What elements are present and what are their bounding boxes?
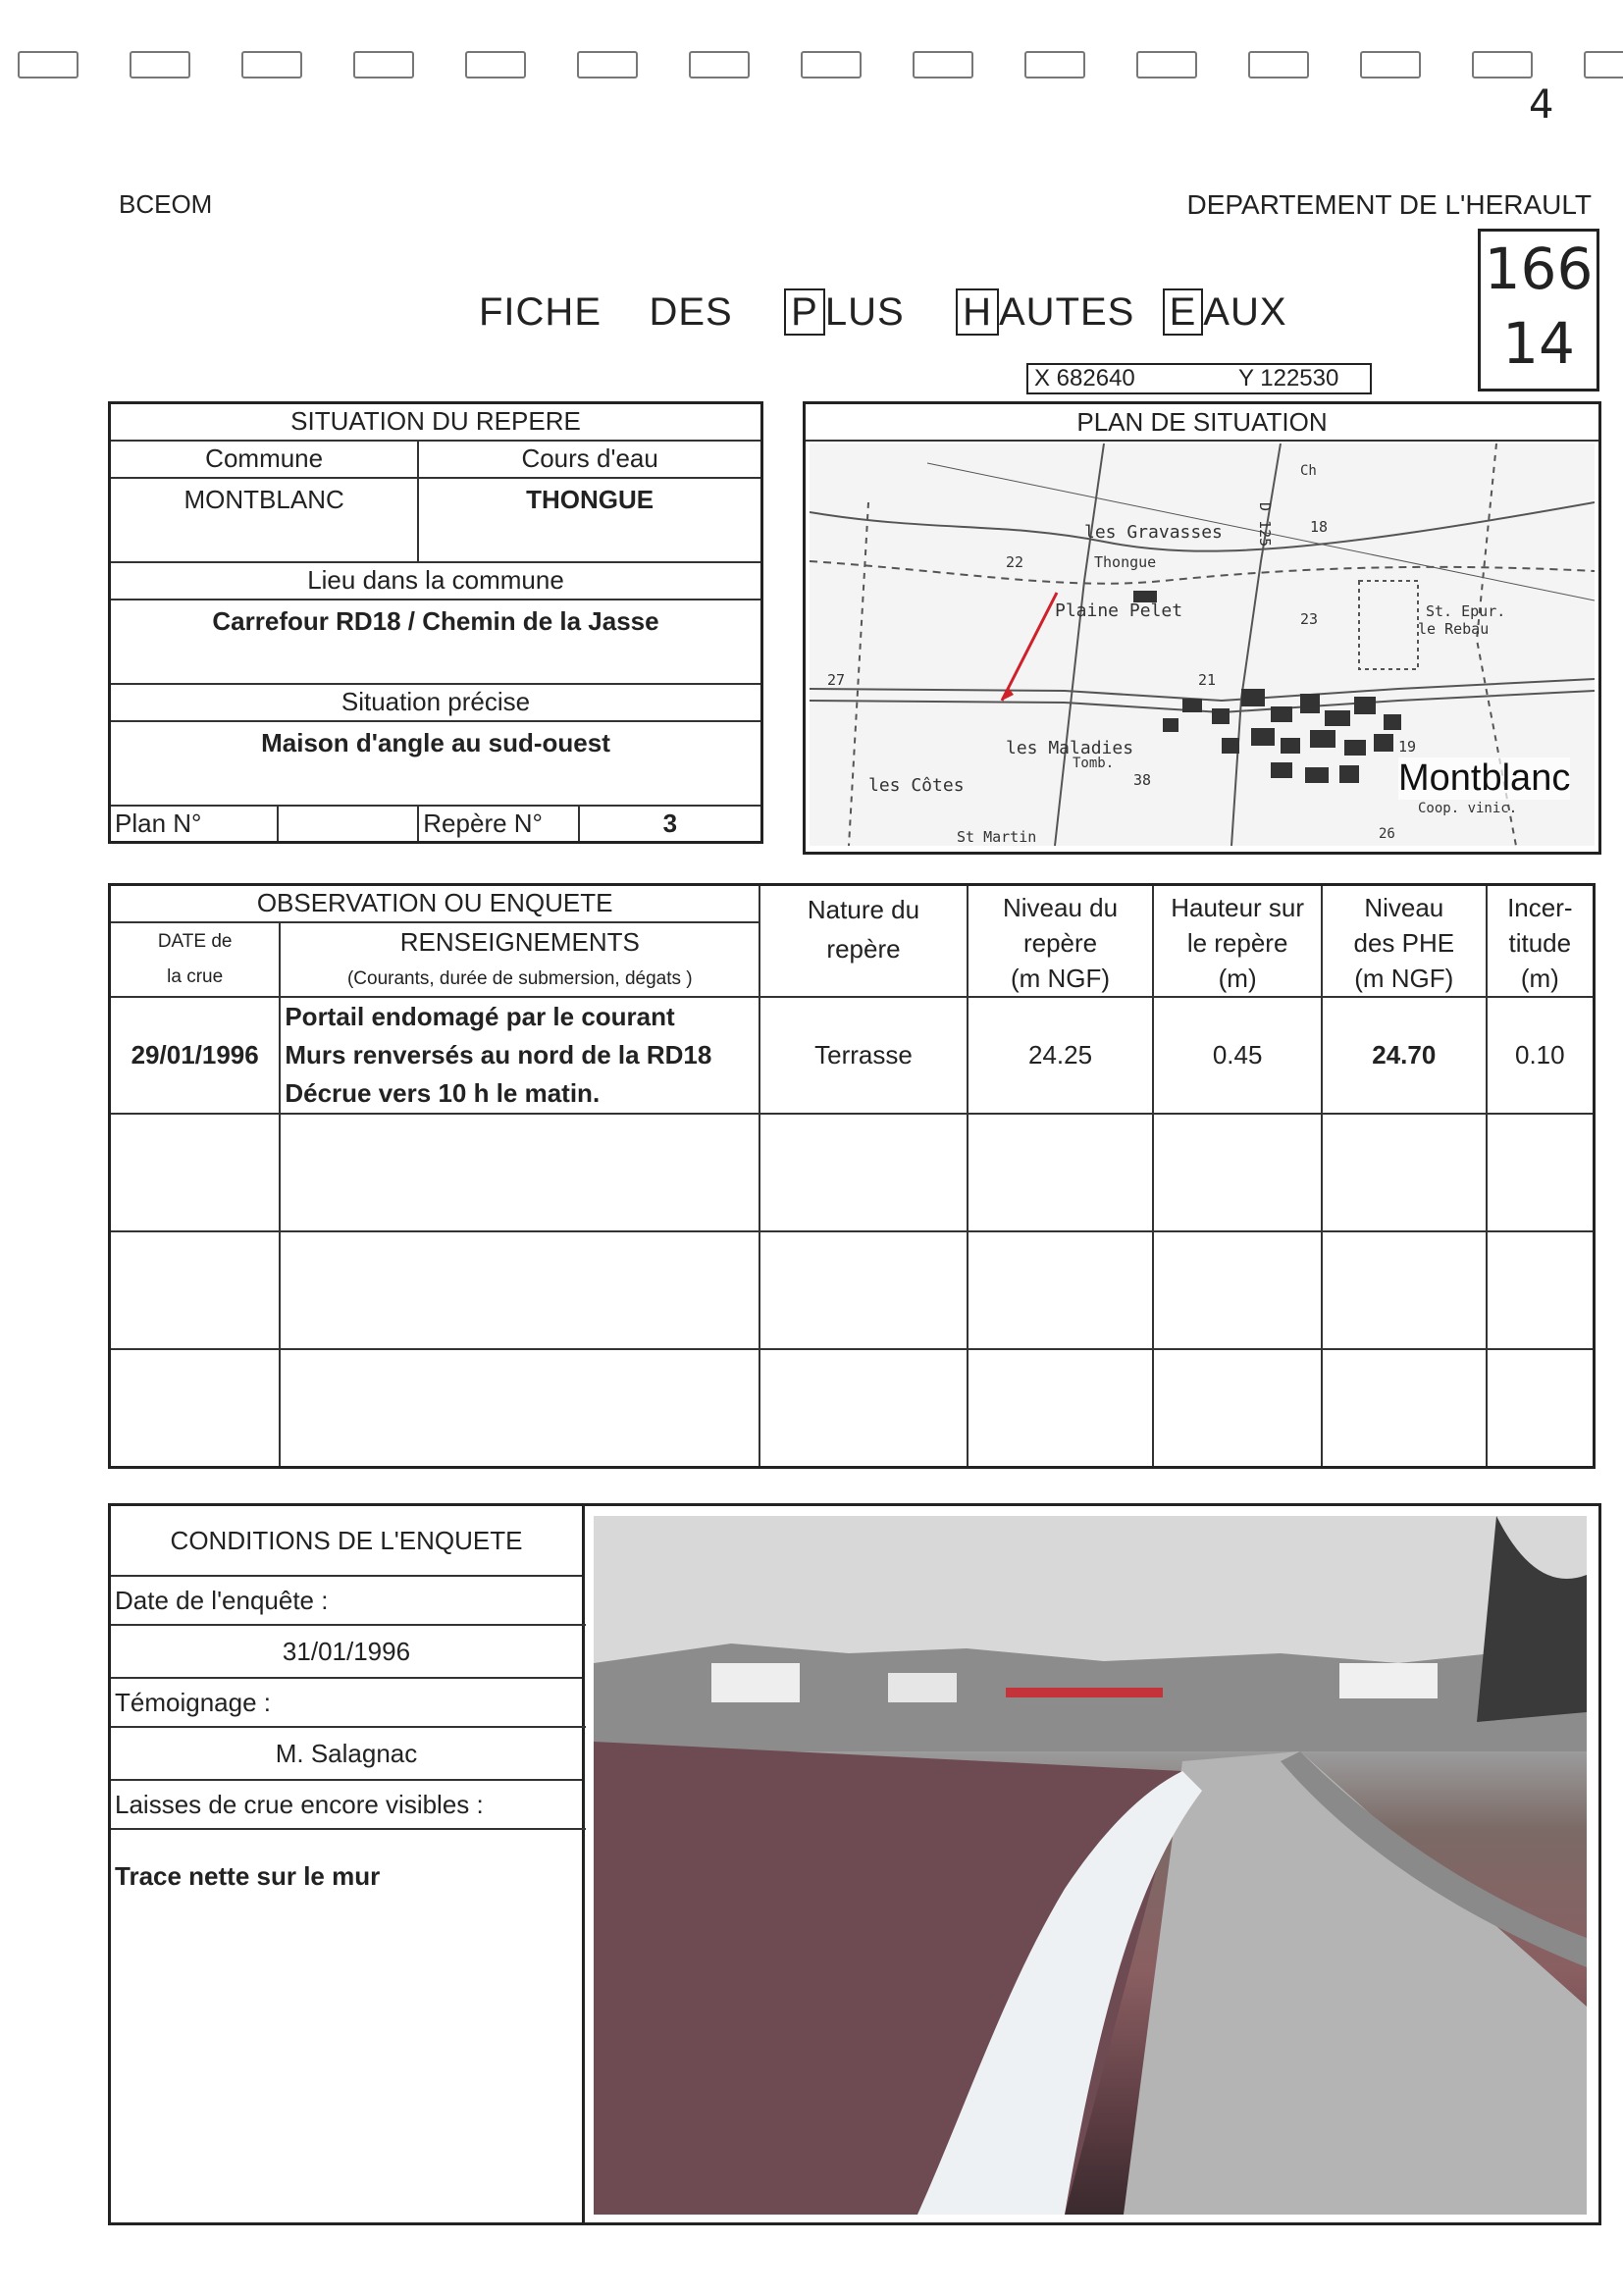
map-label: 21 [1198, 671, 1217, 689]
photo-drawing [594, 1516, 1587, 2215]
id-line-1: 166 [1484, 235, 1594, 302]
survey-date-label: Date de l'enquête : [111, 1577, 586, 1626]
map-label: Thongue [1094, 553, 1157, 571]
lieu-value: Carrefour RD18 / Chemin de la Jasse [110, 600, 762, 684]
title-boxed-letter: E [1163, 288, 1204, 336]
plan-value [278, 806, 418, 843]
conditions-section [108, 1503, 1601, 2225]
map-label: Coop. vinic. [1418, 801, 1518, 816]
benchmark-arrow [1002, 593, 1057, 701]
cell-hauteur: 0.45 [1153, 997, 1322, 1114]
table-row [110, 997, 1595, 1114]
col-renseignements-sub: (Courants, durée de submersion, dégats ) [280, 962, 759, 997]
precise-label: Situation précise [110, 684, 762, 721]
observation-table [108, 883, 1596, 1469]
title-word: LUS [824, 290, 905, 334]
title-word: AUTES [999, 290, 1135, 334]
lieu-label: Lieu dans la commune [110, 562, 762, 600]
flood-marks-value: Trace nette sur le mur [115, 1861, 381, 1891]
map-label: Plaine Pelet [1055, 600, 1183, 621]
situation-table [108, 401, 763, 844]
col-nature: Nature du repère [759, 885, 968, 998]
col-date: DATE de la crue [110, 922, 281, 998]
conditions-column [111, 1506, 585, 2222]
page-number: 4 [1529, 82, 1554, 128]
title-boxed-letter: H [956, 288, 999, 336]
map-label: 18 [1310, 518, 1329, 536]
title-word: AUX [1203, 290, 1287, 334]
cell-date: 29/01/1996 [110, 997, 281, 1114]
site-photo [594, 1516, 1587, 2215]
id-box [1478, 229, 1599, 391]
map-label: le Rebau [1418, 620, 1490, 638]
conditions-header: CONDITIONS DE L'ENQUETE [111, 1506, 582, 1577]
department: DEPARTEMENT DE L'HERAULT [1186, 189, 1592, 220]
repere-label: Repère N° [418, 806, 578, 843]
map-label: 23 [1300, 610, 1319, 628]
cell-renseignements: Portail endomagé par le courant Murs renversés au nord de la RD18 Décrue vers 10 h le matin. [280, 997, 759, 1114]
witness: M. Salagnac [111, 1728, 582, 1781]
map-label-town: Montblanc [1398, 757, 1571, 799]
cell-incertitude: 0.10 [1487, 997, 1595, 1114]
observation-header: OBSERVATION OU ENQUETE [110, 885, 760, 922]
col-niveau: Niveau du repère (m NGF) [968, 885, 1154, 998]
cell-nature: Terrasse [759, 997, 968, 1114]
col-renseignements: RENSEIGNEMENTS [280, 922, 759, 963]
survey-date: 31/01/1996 [111, 1626, 582, 1679]
map-label: 38 [1133, 771, 1152, 789]
map-label: St. Epur. [1426, 602, 1506, 620]
map-label: 26 [1379, 826, 1395, 842]
precise-value: Maison d'angle au sud-ouest [110, 721, 762, 806]
title-word: DES [649, 290, 733, 334]
plan-header: PLAN DE SITUATION [806, 404, 1598, 442]
testimony-label: Témoignage : [111, 1679, 586, 1728]
title-word: FICHE [479, 290, 602, 334]
table-row [110, 1114, 1595, 1231]
page-title [479, 288, 1287, 336]
map-label: Tomb. [1073, 756, 1115, 771]
organization: BCEOM [119, 189, 213, 219]
map-label: D 125 [1256, 502, 1274, 548]
table-row [110, 1349, 1595, 1467]
map-label: les Maladies [1006, 738, 1134, 758]
id-line-2: 14 [1502, 310, 1575, 377]
cours-value: THONGUE [418, 478, 761, 562]
binder-holes [0, 51, 1623, 80]
coord-y: Y 122530 [1238, 365, 1339, 391]
cell-niveau: 24.25 [968, 997, 1154, 1114]
location-map [810, 444, 1595, 846]
commune-label: Commune [110, 441, 419, 478]
map-label: 19 [1398, 738, 1417, 756]
cours-label: Cours d'eau [418, 441, 761, 478]
plan-label: Plan N° [110, 806, 278, 843]
flood-marks-label: Laisses de crue encore visibles : [111, 1781, 586, 1830]
map-label: les Gravasses [1084, 522, 1223, 543]
map-label: Ch [1300, 463, 1317, 479]
col-phe: Niveau des PHE (m NGF) [1322, 885, 1487, 998]
plan-situation [803, 401, 1601, 855]
table-row [110, 1231, 1595, 1349]
title-boxed-letter: P [784, 288, 825, 336]
map-label: St Martin [957, 828, 1037, 846]
col-hauteur: Hauteur sur le repère (m) [1153, 885, 1322, 998]
map-label: les Côtes [868, 775, 965, 796]
repere-value: 3 [579, 806, 762, 843]
coordinates-box [1026, 363, 1372, 394]
map-label: 22 [1006, 553, 1024, 571]
commune-value: MONTBLANC [110, 478, 419, 562]
cell-phe: 24.70 [1322, 997, 1487, 1114]
col-incertitude: Incer- titude (m) [1487, 885, 1595, 998]
coord-x: X 682640 [1034, 365, 1135, 391]
map-label: 27 [827, 671, 846, 689]
situation-header: SITUATION DU REPERE [110, 403, 762, 441]
